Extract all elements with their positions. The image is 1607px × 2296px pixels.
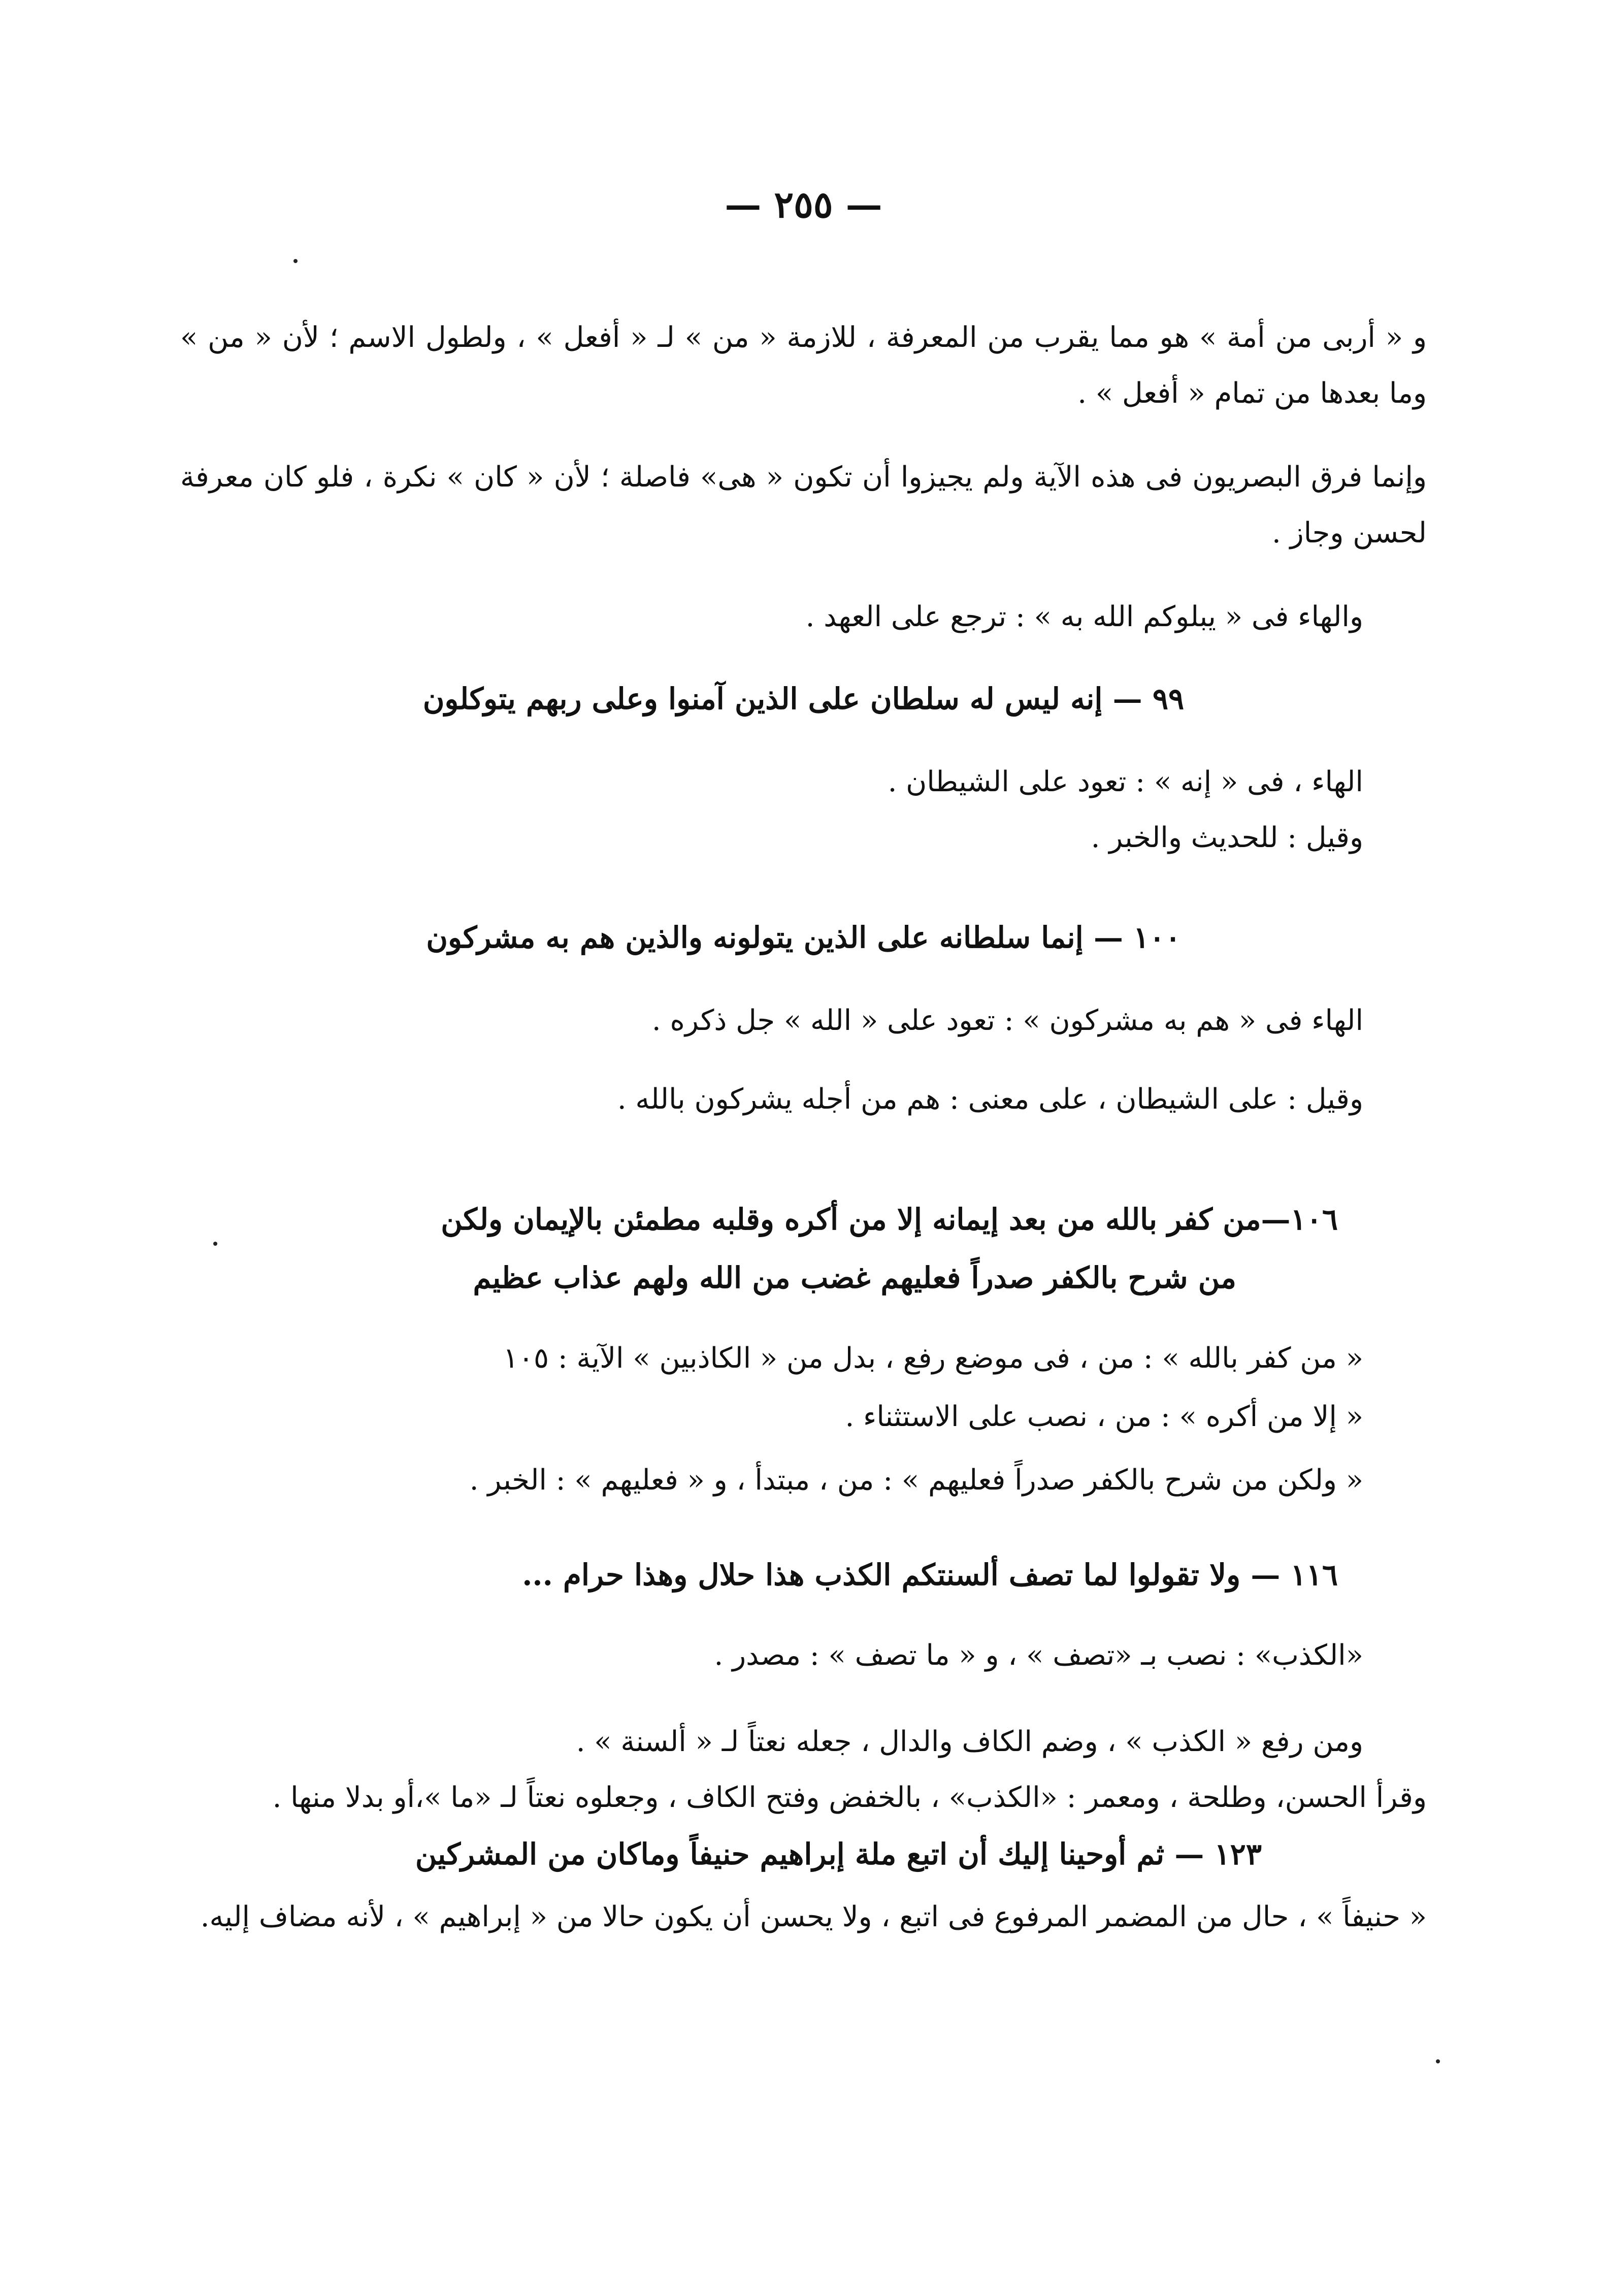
paragraph-line: «الكذب» : نصب بـ «تصف » ، و « ما تصف » : مصدر . <box>714 1639 1363 1672</box>
verse-heading: ٩٩ — إنه ليس له سلطان على الذين آمنوا وعلى ربهم يتوكلون <box>422 682 1185 716</box>
paragraph-line: « ولكن من شرح بالكفر صدراً فعليهم » : من ، مبتدأ ، و « فعليهم » : الخبر . <box>469 1464 1363 1497</box>
scan-speck <box>1436 2059 1440 2063</box>
verse-heading: ١٠٠ — إنما سلطانه على الذين يتولونه والذين هم به مشركون <box>426 920 1181 955</box>
scan-speck <box>213 1242 217 1246</box>
verse-heading: من شرح بالكفر صدراً فعليهم غضب من الله ولهم عذاب عظيم <box>473 1260 1236 1295</box>
paragraph-line: وإنما فرق البصريون فى هذه الآية ولم يجيزوا أن تكون « هى» فاصلة ؛ لأن « كان » نكرة ، فلو كان معرفة <box>180 461 1427 494</box>
paragraph-line: الهاء فى « هم به مشركون » : تعود على « الله » جل ذكره . <box>651 1004 1363 1037</box>
paragraph-line: ومن رفع « الكذب » ، وضم الكاف والدال ، جعله نعتاً لـ « ألسنة » . <box>576 1725 1363 1758</box>
paragraph-line: لحسن وجاز . <box>1272 516 1427 549</box>
paragraph-line: وقيل : للحديث والخبر . <box>1091 821 1363 854</box>
paragraph-line: وقرأ الحسن، وطلحة ، ومعمر : «الكذب» ، بالخفض وفتح الكاف ، وجعلوه نعتاً لـ «ما »،أو بدلا منها . <box>272 1781 1427 1814</box>
verse-heading: ١٢٣ — ثم أوحينا إليك أن اتبع ملة إبراهيم حنيفاً وماكان من المشركين <box>415 1837 1262 1871</box>
paragraph-line: « حنيفاً » ، حال من المضمر المرفوع فى اتبع ، ولا يحسن أن يكون حالا من « إبراهيم » ، لأنه مضاف إليه. <box>200 1900 1427 1933</box>
paragraph-line: « من كفر بالله » : من ، فى موضع رفع ، بدل من « الكاذبين » الآية : ١٠٥ <box>503 1342 1363 1375</box>
paragraph-line: و « أربى من أمة » هو مما يقرب من المعرفة ، للازمة « من » لـ « أفعل » ، ولطول الاسم ؛ لأن « من » <box>180 321 1427 354</box>
page-number: — ٢٥٥ — <box>725 183 882 226</box>
paragraph-line: والهاء فى « يبلوكم الله به » : ترجع على العهد . <box>805 600 1363 633</box>
verse-heading: ١١٦ — ولا تقولوا لما تصف ألسنتكم الكذب هذا حلال وهذا حرام ... <box>522 1558 1338 1592</box>
paragraph-line: وقيل : على الشيطان ، على معنى : هم من أجله يشركون بالله . <box>617 1083 1363 1116</box>
verse-heading: ١٠٦—من كفر بالله من بعد إيمانه إلا من أكره وقلبه مطمئن بالإيمان ولكن <box>441 1202 1338 1237</box>
paragraph-line: « إلا من أكره » : من ، نصب على الاستثناء . <box>845 1400 1363 1433</box>
scan-speck <box>293 259 298 263</box>
paragraph-line: وما بعدها من تمام « أفعل » . <box>1077 377 1427 410</box>
paragraph-line: الهاء ، فى « إنه » : تعود على الشيطان . <box>888 765 1363 798</box>
